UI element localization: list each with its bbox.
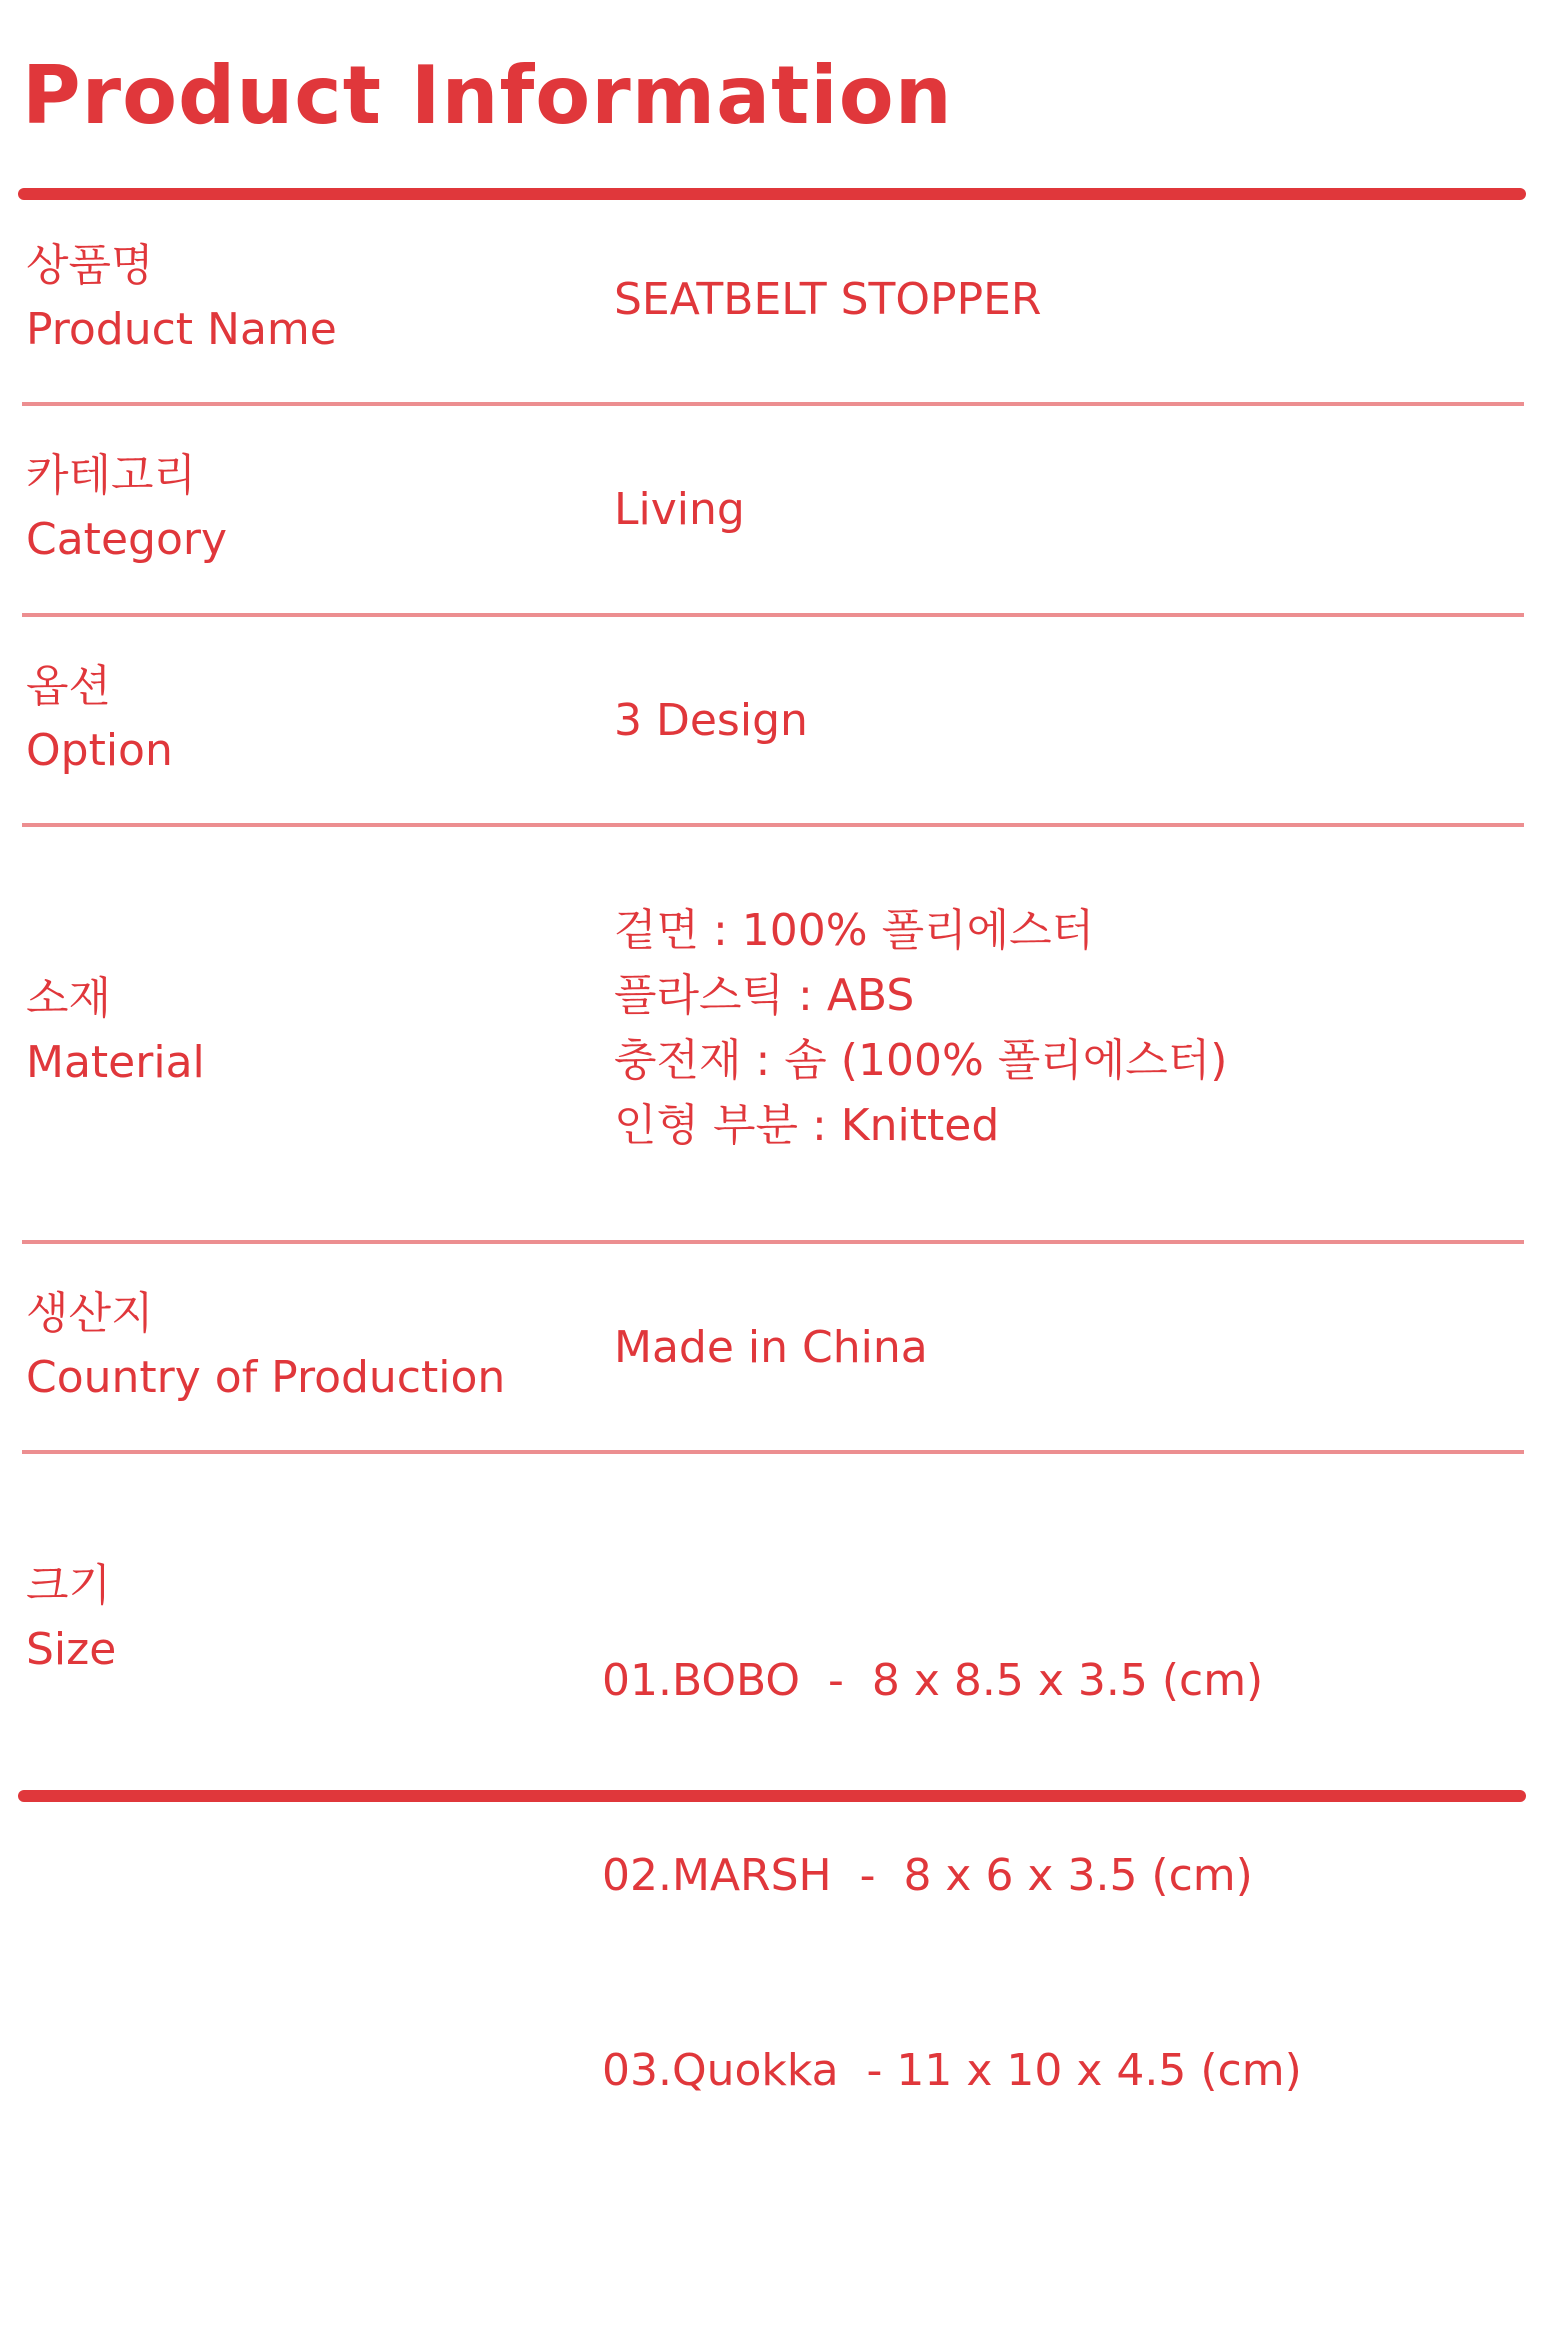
label-ko: 생산지 [26,1288,154,1339]
value-category [614,477,1534,542]
label-en: Product Name [26,304,337,355]
value-line: 01.BOBO - 8 x 8.5 x 3.5 (cm) [602,1655,1264,1706]
value-line: 03.Quokka - 11 x 10 x 4.5 (cm) [602,2045,1302,2096]
row-divider [22,823,1524,827]
label-option [26,655,586,783]
row-divider [22,1450,1524,1454]
label-en: Option [26,725,173,776]
row-divider [22,1240,1524,1244]
value-line: Made in China [614,1322,928,1373]
value-line: 충전재 : 솜 (100% 폴리에스터) [614,1035,1228,1086]
value-line: Living [614,484,745,535]
value-material [614,898,1534,1158]
value-line: 3 Design [614,695,808,746]
value-country [614,1315,1534,1380]
label-ko: 상품명 [26,240,154,291]
top-divider [18,188,1526,200]
value-line: SEATBELT STOPPER [614,274,1042,325]
label-size [26,1554,586,1682]
page-title: Product Information [22,49,953,142]
label-product-name [26,234,586,362]
label-material [26,967,586,1095]
row-divider [22,613,1524,617]
label-en: Size [26,1624,117,1675]
row-divider [22,402,1524,406]
label-en: Category [26,514,227,565]
value-line: 겉면 : 100% 폴리에스터 [614,905,1095,956]
value-product-name [614,267,1534,332]
label-ko: 크기 [26,1560,112,1611]
label-en: Material [26,1037,205,1088]
label-ko: 옵션 [26,661,112,712]
value-option [614,688,1534,753]
label-ko: 카테고리 [26,450,197,501]
label-category [26,444,586,572]
value-line: 플라스틱 : ABS [614,970,915,1021]
label-country [26,1282,586,1410]
value-line: 02.MARSH - 8 x 6 x 3.5 (cm) [602,1850,1253,1901]
value-size [602,1518,1522,2168]
label-en: Country of Production [26,1352,506,1403]
value-line: 인형 부분 : Knitted [614,1100,1000,1151]
label-ko: 소재 [26,973,112,1024]
bottom-divider [18,1790,1526,1802]
